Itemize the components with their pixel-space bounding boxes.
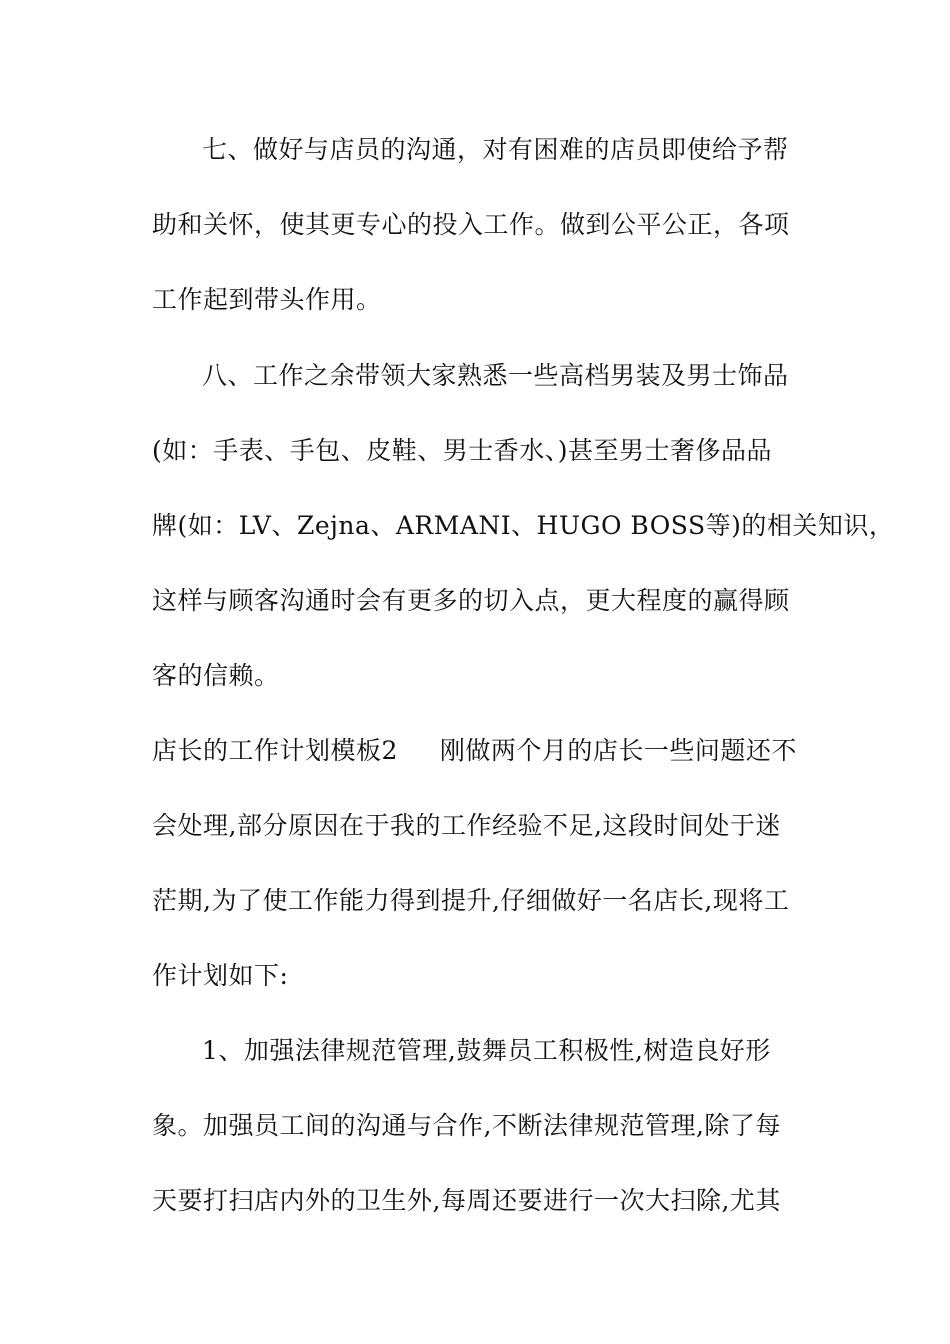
paragraph-line: 会处理,部分原因在于我的工作经验不足,这段时间处于迷	[152, 811, 781, 840]
paragraph-line: 七、做好与店员的沟通，对有困难的店员即使给予帮	[202, 135, 789, 164]
paragraph-line: (如：手表、手包、皮鞋、男士香水、)甚至男士奢侈品品	[152, 436, 773, 465]
paragraph-line: 工作起到带头作用。	[152, 285, 382, 314]
paragraph-line: 天要打扫店内外的卫生外,每周还要进行一次大扫除,尤其	[152, 1186, 781, 1215]
heading-continuation: 刚做两个月的店长一些问题还不	[439, 736, 797, 765]
paragraph-line: 助和关怀，使其更专心的投入工作。做到公平公正，各项	[152, 210, 790, 239]
paragraph-line: 八、工作之余带领大家熟悉一些高档男装及男士饰品	[202, 361, 789, 390]
paragraph-line: 牌(如：LV、Zejna、ARMANI、HUGO BOSS等)的相关知识，	[152, 511, 895, 540]
paragraph-line: 1、加强法律规范管理,鼓舞员工积极性,树造良好形	[202, 1036, 771, 1065]
paragraph-line: 这样与顾客沟通时会有更多的切入点，更大程度的赢得顾	[152, 586, 790, 615]
paragraph-line: 象。加强员工间的沟通与合作,不断法律规范管理,除了每	[152, 1111, 781, 1140]
paragraph-line: 茫期,为了使工作能力得到提升,仔细做好一名店长,现将工	[152, 886, 790, 915]
paragraph-line: 作计划如下:	[152, 961, 289, 990]
section-heading: 店长的工作计划模板2	[152, 736, 398, 765]
section-heading-line	[152, 735, 797, 767]
paragraph-line: 客的信赖。	[152, 661, 280, 690]
